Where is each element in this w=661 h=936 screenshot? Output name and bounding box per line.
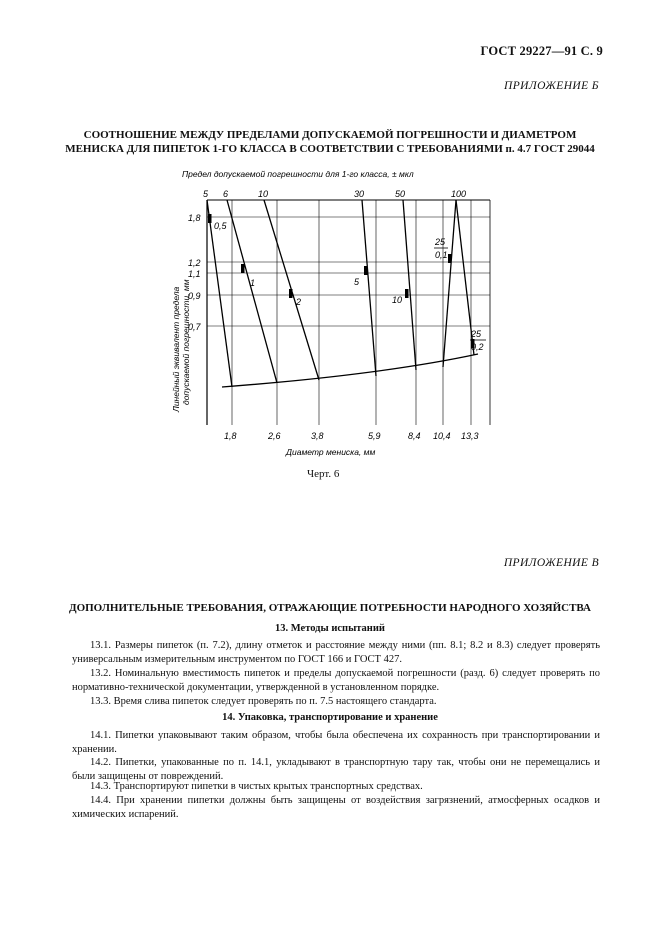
paragraph-13-2-text: 13.2. Номинальную вместимость пипеток и пределы допускаемой погрешности (разд. 6) следует проверять по нормативно-технической документации, утвержденной в установленном порядке. (72, 668, 600, 694)
marker-10 (405, 289, 409, 298)
paragraph-14-4-text: 14.4. При хранении пипетки должны быть защищены от воздействия загрязнений, атмосферных осадков и химических испарений. (72, 795, 600, 821)
line-label-5: 5 (354, 277, 360, 287)
y-tick-1-1: 1,1 (188, 269, 201, 279)
top-tick-100: 100 (451, 189, 467, 199)
appendix-b-label: ПРИЛОЖЕНИЕ Б (504, 80, 599, 92)
paragraph-14-1 (72, 729, 600, 757)
appendix-b-title-line1: СООТНОШЕНИЕ МЕЖДУ ПРЕДЕЛАМИ ДОПУСКАЕМОЙ ПОГРЕШНОСТИ И ДИАМЕТРОМ (83, 129, 577, 141)
section-13-heading: 13. Методы испытаний (275, 623, 385, 634)
y-tick-1-2: 1,2 (188, 258, 201, 268)
y-axis-label-line1: Линейный эквивалент предела (171, 286, 181, 412)
line-label-1: 1 (250, 278, 256, 288)
top-tick-6: 6 (223, 189, 229, 199)
x-tick-3-8: 3,8 (311, 431, 324, 441)
x-axis-label: Диаметр мениска, мм (286, 447, 376, 457)
paragraph-14-4 (72, 794, 600, 822)
line-label-25-top: 25 (435, 237, 446, 247)
slope-line-50 (403, 200, 416, 370)
figure-caption: Черт. 6 (307, 468, 340, 480)
paragraph-13-1-text: 13.1. Размеры пипеток (п. 7.2), длину отметок и расстояние между ними (пп. 8.1; 8.2 и 8.3) следует проверять универсальным измерительным инструментом по ГОСТ 166 и ГОСТ 427. (72, 640, 600, 666)
paragraph-13-1 (72, 639, 600, 667)
y-tick-0-9: 0,9 (188, 291, 201, 301)
appendix-b-title-line2: МЕНИСКА ДЛЯ ПИПЕТОК 1-ГО КЛАССА В СООТВЕТСТВИИ С ТРЕБОВАНИЯМИ п. 4.7 ГОСТ 29044 (65, 143, 595, 155)
x-tick-10-4: 10,4 (433, 431, 451, 441)
paragraph-14-1-text: 14.1. Пипетки упаковывают таким образом, чтобы была обеспечена их сохранность при транспортировании и хранении. (72, 730, 600, 756)
paragraph-14-3 (72, 780, 600, 794)
section-14-heading: 14. Упаковка, транспортирование и хранение (222, 712, 438, 723)
top-tick-10: 10 (258, 189, 269, 199)
paragraph-13-3 (72, 695, 600, 709)
paragraph-13-3-text: 13.3. Время слива пипеток следует проверять по п. 7.5 настоящего стандарта. (90, 696, 437, 707)
y-axis-label-line2: допускаемой погрешности, мм (181, 279, 191, 405)
line-label-0-2: 0,2 (471, 342, 484, 352)
appendix-b-title (60, 128, 600, 156)
x-tick-1-8: 1,8 (224, 431, 237, 441)
marker-2 (289, 289, 293, 298)
marker-5 (364, 266, 368, 275)
appendix-c-label: ПРИЛОЖЕНИЕ В (503, 557, 599, 569)
page-header: ГОСТ 29227—91 С. 9 (480, 44, 603, 58)
meniscus-chart (0, 160, 661, 465)
y-tick-1-8: 1,8 (188, 213, 201, 223)
paragraph-14-2-text: 14.2. Пипетки, упакованные по п. 14.1, укладывают в транспортную тару так, чтобы они не перемещались и были защищены от повреждений. (72, 757, 600, 783)
line-label-2: 2 (296, 297, 302, 307)
marker-1 (241, 264, 245, 273)
top-tick-50: 50 (395, 189, 406, 199)
line-label-0-5: 0,5 (214, 221, 227, 231)
paragraph-14-3-text: 14.3. Транспортируют пипетки в чистых крытых транспортных средствах. (90, 781, 423, 792)
x-tick-13-3: 13,3 (461, 431, 479, 441)
appendix-c-title: ДОПОЛНИТЕЛЬНЫЕ ТРЕБОВАНИЯ, ОТРАЖАЮЩИЕ ПОТРЕБНОСТИ НАРОДНОГО ХОЗЯЙСТВА (69, 602, 591, 614)
chart-title: Предел допускаемой погрешности для 1-го класса, ± мкл (182, 169, 414, 179)
line-label-10: 10 (392, 295, 403, 305)
marker-0-5 (208, 214, 212, 223)
line-label-0-1: 0,1 (435, 250, 448, 260)
paragraph-13-2 (72, 667, 600, 695)
x-tick-2-6: 2,6 (268, 431, 281, 441)
slope-line-30 (362, 200, 376, 376)
marker-0-1 (448, 254, 452, 263)
top-tick-30: 30 (354, 189, 365, 199)
slope-line-100a (443, 200, 456, 367)
line-label-25-bottom: 25 (471, 329, 482, 339)
y-tick-0-7: 0,7 (188, 322, 201, 332)
top-tick-5: 5 (203, 189, 209, 199)
slope-line-6 (227, 200, 277, 383)
x-tick-5-9: 5,9 (368, 431, 381, 441)
x-tick-8-4: 8,4 (408, 431, 421, 441)
meniscus-curve (222, 354, 478, 387)
